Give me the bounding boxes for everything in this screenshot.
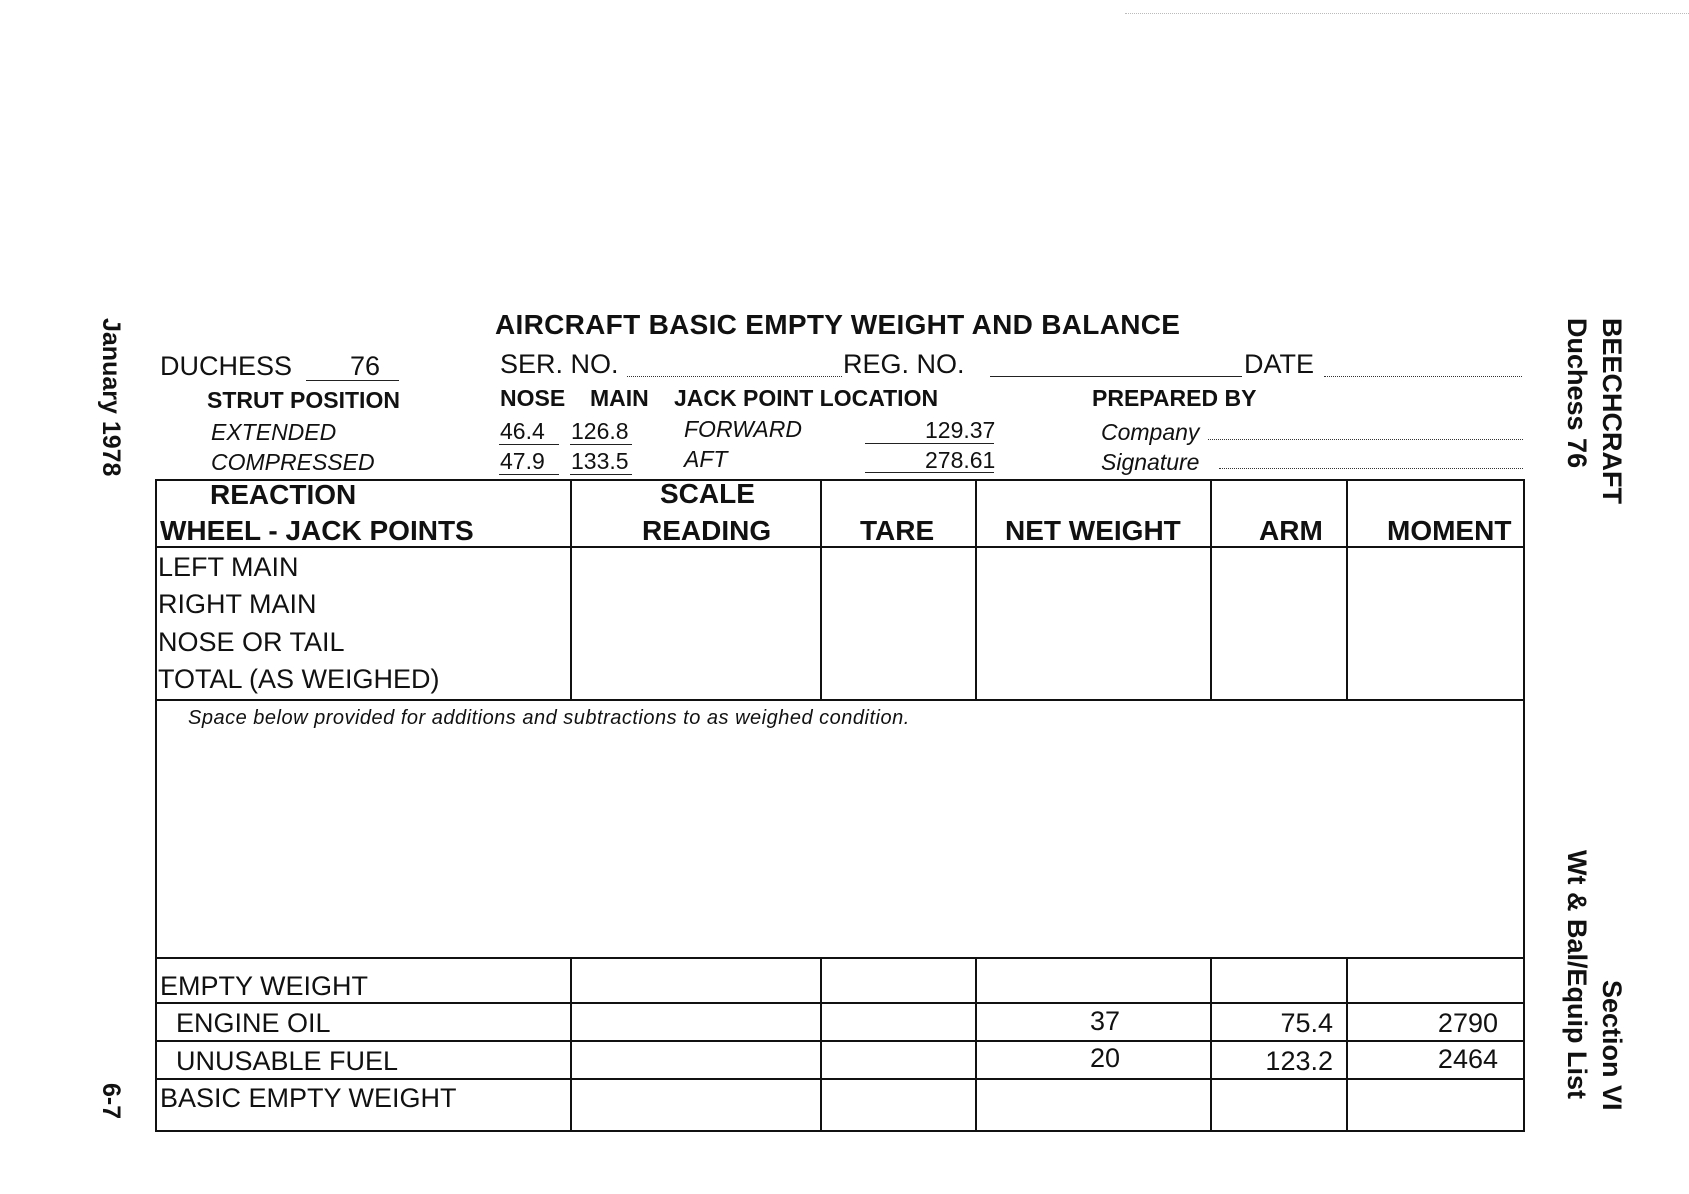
additions-area — [155, 699, 1525, 959]
summary-row-divider-2 — [155, 1040, 1525, 1042]
summary-col-divider-5 — [1346, 957, 1348, 1132]
col-divider-1 — [570, 479, 572, 701]
col-divider-3 — [975, 479, 977, 701]
row-engine-oil: ENGINE OIL — [176, 1008, 331, 1038]
signature-label: Signature — [1101, 449, 1200, 475]
prepared-by-heading: PREPARED BY — [1092, 385, 1257, 411]
engine-oil-arm: 75.4 — [1280, 1008, 1333, 1038]
col-scale-line1: SCALE — [660, 478, 755, 509]
side-page-number: 6-7 — [97, 1083, 125, 1120]
date-label: DATE — [1244, 349, 1315, 379]
reg-no-label: REG. NO. — [843, 349, 965, 379]
form-title: AIRCRAFT BASIC EMPTY WEIGHT AND BALANCE — [495, 309, 1181, 340]
summary-row-divider-1 — [155, 1002, 1525, 1004]
date-field[interactable] — [1324, 376, 1522, 377]
jack-point-heading: JACK POINT LOCATION — [674, 385, 939, 411]
forward-value: 129.37 — [925, 417, 996, 443]
aft-underline — [865, 472, 994, 473]
row-right-main: RIGHT MAIN — [158, 589, 317, 619]
compressed-nose-value: 47.9 — [500, 448, 545, 474]
col-net-weight: NET WEIGHT — [1005, 515, 1181, 546]
row-empty-weight: EMPTY WEIGHT — [160, 971, 369, 1001]
forward-underline — [865, 443, 994, 444]
extended-nose-value: 46.4 — [500, 418, 545, 444]
summary-col-divider-4 — [1210, 957, 1212, 1132]
compressed-main-value: 133.5 — [571, 448, 629, 474]
unusable-fuel-net-weight: 20 — [1089, 1043, 1120, 1073]
extended-label: EXTENDED — [211, 419, 337, 445]
side-section-title: Wt & Bal/Equip List — [1562, 850, 1592, 1099]
main-heading: MAIN — [590, 385, 649, 411]
side-date: January 1978 — [97, 318, 125, 477]
col-tare: TARE — [860, 515, 935, 546]
side-model: Duchess 76 — [1562, 318, 1592, 469]
signature-field[interactable] — [1219, 468, 1523, 469]
strut-position-heading: STRUT POSITION — [207, 387, 400, 413]
engine-oil-net-weight: 37 — [1089, 1006, 1120, 1036]
compressed-label: COMPRESSED — [211, 449, 375, 475]
unusable-fuel-moment: 2464 — [1437, 1044, 1498, 1074]
row-nose-or-tail: NOSE OR TAIL — [158, 627, 345, 657]
scan-artifact-line — [1125, 13, 1689, 14]
col-divider-2 — [820, 479, 822, 701]
model-label: DUCHESS — [160, 351, 293, 381]
ser-no-field[interactable] — [627, 376, 842, 377]
unusable-fuel-arm: 123.2 — [1265, 1046, 1333, 1076]
engine-oil-moment: 2790 — [1437, 1008, 1498, 1038]
model-value: 76 — [350, 351, 381, 381]
col-reaction-line2: WHEEL - JACK POINTS — [160, 515, 474, 546]
summary-col-divider-3 — [975, 957, 977, 1132]
company-field[interactable] — [1208, 439, 1523, 440]
additions-note: Space below provided for additions and subtractions to as weighed condition. — [188, 707, 910, 729]
summary-col-divider-2 — [820, 957, 822, 1132]
ser-no-label: SER. NO. — [500, 349, 619, 379]
row-basic-empty-weight: BASIC EMPTY WEIGHT — [160, 1083, 457, 1113]
col-divider-4 — [1210, 479, 1212, 701]
row-total-as-weighed: TOTAL (AS WEIGHED) — [158, 664, 440, 694]
col-moment: MOMENT — [1387, 515, 1512, 546]
col-scale-line2: READING — [642, 515, 772, 546]
reg-no-field[interactable] — [990, 376, 1242, 377]
col-arm: ARM — [1259, 515, 1323, 546]
extended-nose-underline — [499, 444, 559, 445]
extended-main-underline — [570, 444, 632, 445]
summary-col-divider-1 — [570, 957, 572, 1132]
col-reaction-line1: REACTION — [210, 479, 357, 510]
forward-label: FORWARD — [684, 416, 802, 442]
aft-label: AFT — [684, 446, 728, 472]
aft-value: 278.61 — [925, 447, 996, 473]
col-divider-5 — [1346, 479, 1348, 701]
summary-row-divider-3 — [155, 1078, 1525, 1080]
row-unusable-fuel: UNUSABLE FUEL — [176, 1046, 399, 1076]
row-left-main: LEFT MAIN — [158, 552, 299, 582]
side-section: Section VI — [1597, 980, 1627, 1111]
compressed-main-underline — [570, 474, 632, 475]
company-label: Company — [1101, 419, 1200, 445]
nose-heading: NOSE — [500, 385, 566, 411]
compressed-nose-underline — [499, 474, 559, 475]
side-brand: BEECHCRAFT — [1597, 318, 1627, 504]
extended-main-value: 126.8 — [571, 418, 629, 444]
